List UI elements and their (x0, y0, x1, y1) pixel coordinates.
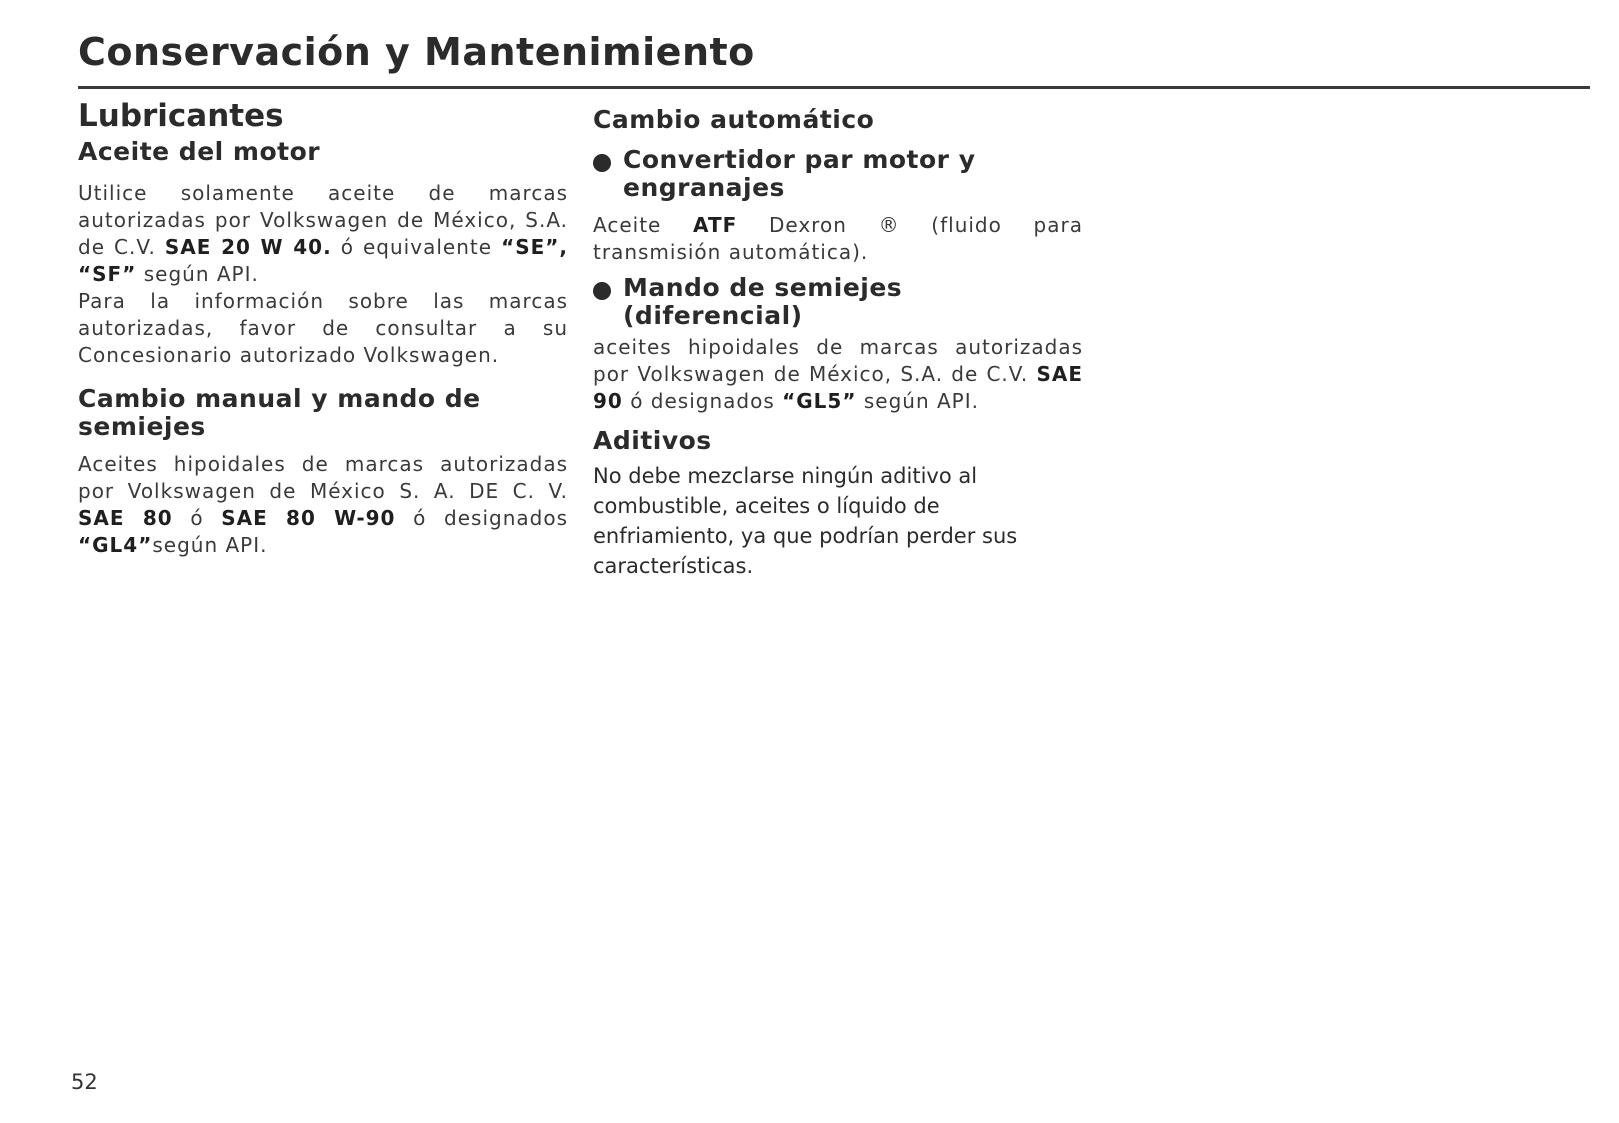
engine-oil-dealer-note: Para la información sobre las marcas autorizadas, favor de consultar a su Concesionario autorizado Volkswagen. (78, 289, 568, 367)
manual-gear-spec-2: SAE 80 W-90 (221, 506, 396, 530)
converter-text-2: Dexron ® (fluido para transmisión automática). (593, 213, 1083, 264)
manual-gear-text-1: Aceites hipoidales de marcas autorizadas por Volkswagen de México S. A. DE C. V. (78, 452, 568, 503)
left-column (78, 98, 568, 559)
page-number: 52 (71, 1070, 98, 1094)
axle-text-3: según API. (863, 389, 979, 413)
manual-gear-heading: Cambio manual y mando de semiejes (78, 384, 481, 441)
converter-text-1: Aceite (593, 213, 694, 237)
engine-oil-paragraph (78, 180, 568, 288)
additives-paragraph: No debe mezclarse ningún aditivo al combustible, aceites o líquido de enfriamiento, ya que podrían perder sus características. (593, 464, 1018, 578)
axle-heading: Mando de semiejes (diferencial) (623, 273, 903, 330)
engine-oil-grade: “SE”, “SF” (78, 235, 569, 286)
axle-item (593, 274, 1083, 330)
title-divider (78, 86, 1590, 89)
converter-spec: ATF (693, 213, 738, 237)
manual-gear-text-4: según API. (152, 533, 268, 557)
engine-oil-text-2: ó equivalente (331, 235, 502, 259)
engine-oil-spec: SAE 20 W 40. (164, 235, 332, 259)
converter-paragraph (593, 212, 1083, 266)
axle-paragraph (593, 334, 1083, 415)
engine-oil-text-1: Utilice solamente aceite de marcas autorizadas por Volkswagen de México, S.A. de C.V. (78, 181, 568, 259)
engine-oil-heading: Aceite del motor (78, 137, 321, 166)
axle-text-2: ó designados (622, 389, 783, 413)
converter-item (593, 146, 1083, 202)
manual-gear-grade: “GL4” (78, 533, 153, 557)
manual-gear-spec-1: SAE 80 (78, 506, 173, 530)
manual-gear-paragraph (78, 451, 568, 559)
engine-oil-text-3: según API. (143, 262, 259, 286)
axle-grade: “GL5” (782, 389, 857, 413)
right-column (593, 98, 1083, 581)
manual-gear-text-3: ó designados (395, 506, 568, 530)
axle-spec: SAE 90 (593, 362, 1083, 413)
bullet-icon (593, 154, 611, 172)
automatic-gear-heading: Cambio automático (593, 105, 875, 134)
page-title: Conservación y Mantenimiento (78, 30, 755, 74)
converter-heading: Convertidor par motor y engranajes (623, 145, 976, 202)
additives-heading: Aditivos (593, 426, 712, 455)
manual-gear-text-2: ó (172, 506, 222, 530)
bullet-icon (593, 282, 611, 300)
section-title-lubricants: Lubricantes (78, 98, 284, 134)
axle-text-1: aceites hipoidales de marcas autorizadas por Volkswagen de México, S.A. de C.V. (593, 335, 1083, 386)
